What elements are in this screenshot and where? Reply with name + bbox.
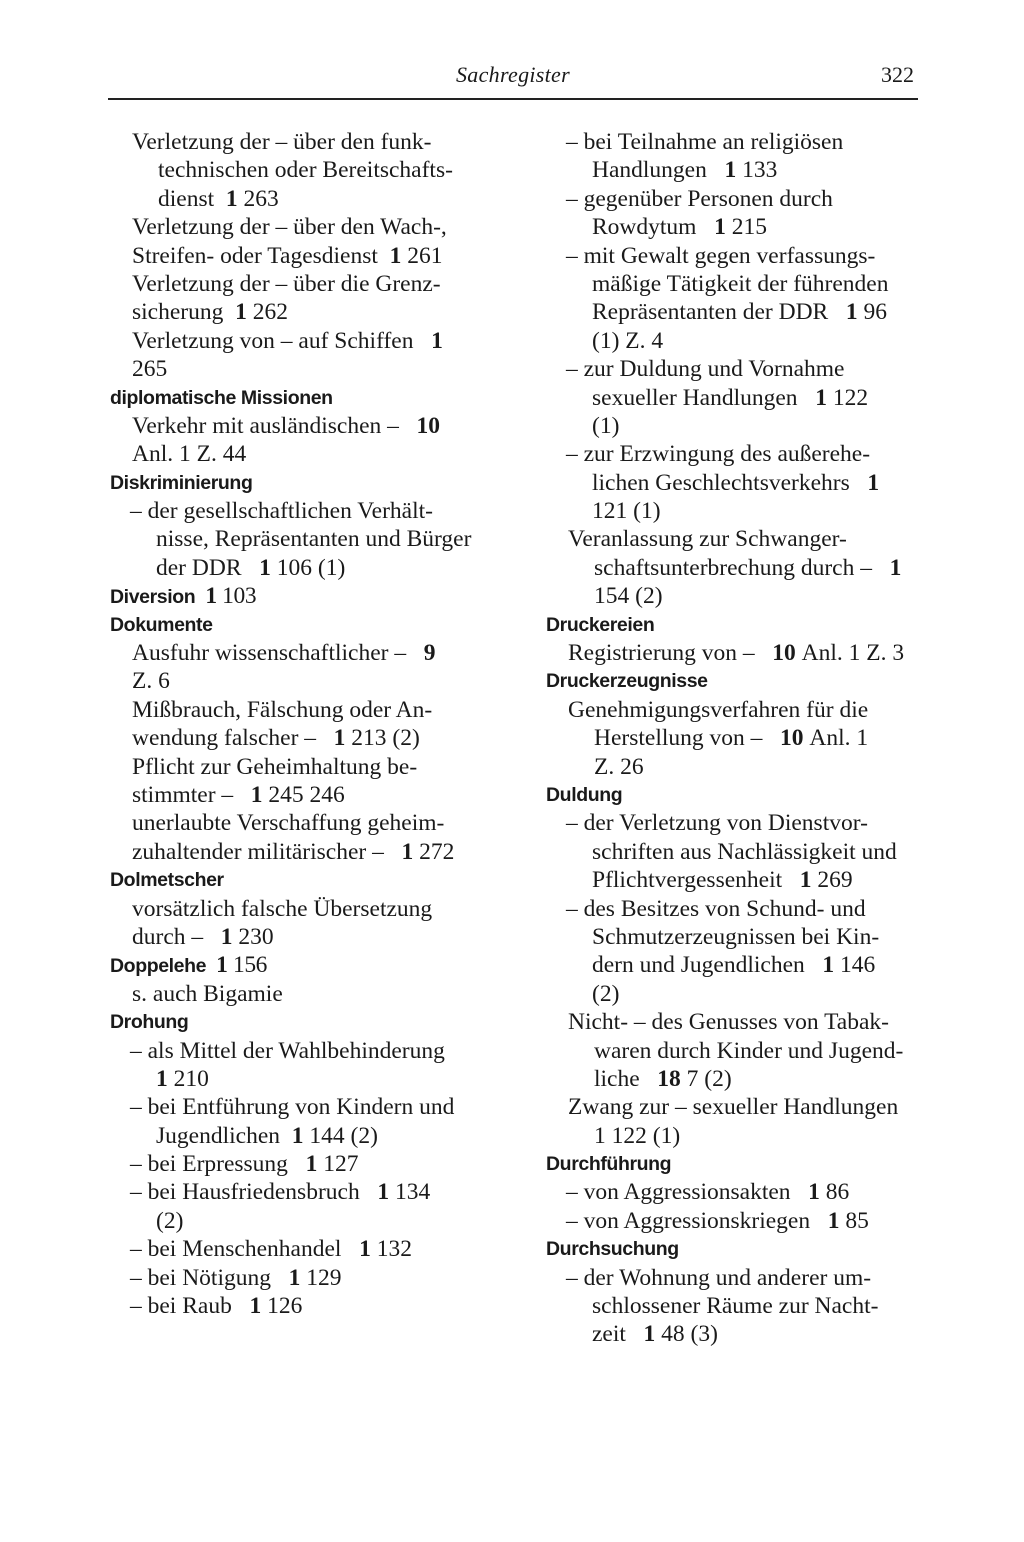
index-column-left [110,128,488,1320]
index-line: Ausfuhr wissenschaftlicher – 9 [132,640,436,667]
index-line: – mit Gewalt gegen verfassungs- [566,242,876,269]
index-heading: diplomatische Missionen [110,386,333,409]
index-heading: Diversion 1 103 [110,583,257,610]
index-line: 154 (2) [594,583,663,610]
index-line: Z. 26 [594,753,644,780]
index-line: dern und Jugendlichen 1 146 [592,952,876,979]
index-line: Repräsentanten der DDR 1 96 [592,299,887,326]
index-line: Verkehr mit ausländischen – 10 [132,412,441,439]
index-line: Registrierung von – 10 Anl. 1 Z. 3 [568,640,905,667]
index-line: wendung falscher – 1 213 (2) [132,725,420,752]
index-line: schlossener Räume zur Nacht- [592,1293,879,1320]
index-line: (2) [592,980,620,1007]
index-line: – von Aggressionskriegen 1 85 [566,1207,869,1234]
index-line: der DDR 1 106 (1) [156,554,346,581]
index-heading: Diskriminierung [110,471,253,494]
index-line: Herstellung von – 10 Anl. 1 [594,725,869,752]
index-line: Genehmigungsverfahren für die [568,696,869,723]
index-line: Veranlassung zur Schwanger- [568,526,847,553]
index-line: vorsätzlich falsche Übersetzung [132,895,433,922]
index-line: Pflichtvergessenheit 1 269 [592,867,853,894]
index-heading: Doppelehe 1 156 [110,952,268,979]
index-line: – bei Teilnahme an religiösen [566,129,844,155]
index-line: Verletzung von – auf Schiffen 1 [132,327,443,354]
index-line: – des Besitzes von Schund- und [566,895,866,922]
index-line: – zur Erzwingung des außerehe- [566,441,871,468]
index-line: – der gesellschaftlichen Verhält- [130,498,433,525]
index-heading: Dokumente [110,613,213,636]
index-line: (1) [592,412,620,439]
page-number: 322 [881,62,914,87]
index-line: Anl. 1 Z. 44 [132,441,247,468]
index-line: mäßige Tätigkeit der führenden [592,270,889,297]
index-heading: Drohung [110,1011,189,1034]
index-line: – der Verletzung von Dienstvor- [566,810,868,837]
index-line: Schmutzerzeugnissen bei Kin- [592,923,880,950]
index-line: liche 18 7 (2) [594,1065,732,1092]
index-line: – bei Nötigung 1 129 [130,1264,342,1291]
index-line: Verletzung der – über den funk- [132,129,432,155]
index-line: sexueller Handlungen 1 122 [592,384,869,411]
index-line: Zwang zur – sexueller Handlungen [568,1094,899,1121]
index-line: schriften aus Nachlässigkeit und [592,838,897,865]
running-title: Sachregister [456,62,570,87]
index-line: (1) Z. 4 [592,327,664,354]
index-line: – bei Menschenhandel 1 132 [130,1236,412,1263]
index-line: – als Mittel der Wahlbehinderung [130,1037,445,1064]
index-line: Handlungen 1 133 [592,157,778,184]
index-line: – bei Entführung von Kindern und [130,1094,455,1121]
index-line: Nicht- – des Genusses von Tabak- [568,1009,889,1036]
index-line: Verletzung der – über den Wach-, [132,214,447,241]
index-line: stimmter – 1 245 246 [132,781,345,808]
index-line: Z. 6 [132,668,170,695]
index-line: zuhaltender militärischer – 1 272 [132,838,455,865]
index-line: Verletzung der – über die Grenz- [132,270,441,297]
index-line: – bei Raub 1 126 [130,1293,303,1320]
index-line: dienst 1 263 [158,185,279,212]
index-line: (2) [156,1207,184,1234]
index-line: schaftsunterbrechung durch – 1 [594,554,902,581]
index-line: – der Wohnung und anderer um- [566,1264,872,1291]
index-heading: Durchführung [546,1153,672,1176]
index-line: Streifen- oder Tagesdienst 1 261 [132,242,443,269]
index-line: durch – 1 230 [132,923,274,950]
index-line: s. auch Bigamie [132,980,283,1007]
index-line: lichen Geschlechtsverkehrs 1 [592,469,880,496]
index-line: 1 122 (1) [594,1122,681,1149]
index-heading: Druckerzeugnisse [546,670,708,693]
index-heading: Dolmetscher [110,869,224,892]
index-line: Pflicht zur Geheimhaltung be- [132,753,418,780]
index-line: zeit 1 48 (3) [592,1321,718,1348]
index-line: 265 [132,356,168,383]
index-column-right [546,128,924,1349]
index-heading: Druckereien [546,613,655,636]
index-line: sicherung 1 262 [132,299,288,326]
index-line: Jugendlichen 1 144 (2) [156,1122,378,1149]
index-heading: Duldung [546,783,623,806]
index-line: Rowdytum 1 215 [592,214,767,241]
index-line: nisse, Repräsentanten und Bürger [156,526,472,553]
index-line: technischen oder Bereitschafts- [158,157,453,184]
index-line: – gegenüber Personen durch [566,185,833,212]
index-line: – bei Hausfriedensbruch 1 134 [130,1179,431,1206]
index-line: unerlaubte Verschaffung geheim- [132,810,445,837]
index-line: 121 (1) [592,498,661,525]
page-header [108,58,918,100]
index-heading: Durchsuchung [546,1238,679,1261]
index-line: – bei Erpressung 1 127 [130,1151,359,1178]
index-line: – zur Duldung und Vornahme [566,356,845,383]
index-line: waren durch Kinder und Jugend- [594,1037,904,1064]
index-line: Mißbrauch, Fälschung oder An- [132,696,433,723]
index-line: – von Aggressionsakten 1 86 [566,1179,850,1206]
index-line: 1 210 [156,1065,209,1092]
